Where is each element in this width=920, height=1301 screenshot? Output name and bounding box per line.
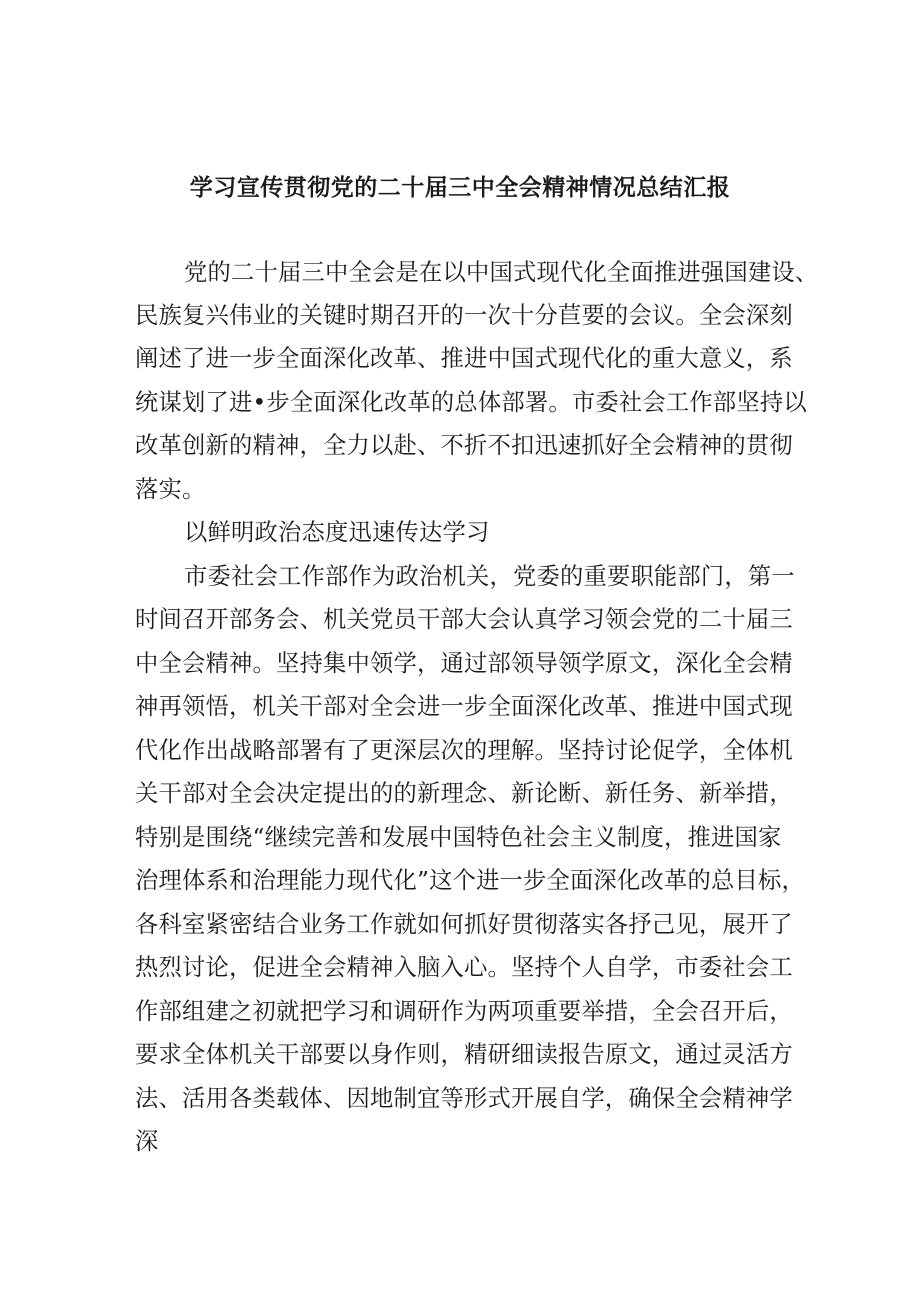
text-line: 深 [135, 1128, 159, 1155]
text-line: 热烈讨论，促进全会精神入脑入心。坚持个人自学，市委社会工 [135, 954, 793, 981]
text-line: 要求全体机关干部要以身作则，精研细读报告原文，通过灵活方 [135, 1041, 793, 1068]
text-line: 作部组建之初就把学习和调研作为两项重要举措，全会召开后， [135, 998, 793, 1025]
text-line: 中全会精神。坚持集中领学，通过部领导领学原文，深化全会精 [135, 650, 793, 677]
text-line: 时间召开部务会、机关党员干部大会认真学习领会党的二十届三 [135, 606, 793, 633]
text-line: 神再领悟，机关干部对全会进一步全面深化改革、推进中国式现 [135, 693, 793, 720]
text-line: 治理体系和治理能力现代化”这个进一步全面深化改革的总目标， [135, 867, 806, 894]
text-line: 市委社会工作部作为政治机关，党委的重要职能部门，第一 [184, 563, 795, 590]
text-line: 各科室紧密结合业务工作就如何抓好贯彻落实各抒己见，展开了 [135, 911, 793, 938]
text-line: 落实。 [135, 476, 206, 503]
section-heading: 以鲜明政治态度迅速传达学习 [184, 519, 490, 546]
document-title: 学习宣传贯彻党的二十届三中全会精神情况总结汇报 [189, 175, 731, 201]
text-line: 阐述了进一步全面深化改革、推进中国式现代化的重大意义，系 [135, 345, 793, 372]
text-line: 代化作出战略部署有了更深层次的理解。坚持讨论促学，全体机 [135, 737, 793, 764]
text-line: 特别是围绕“继续完善和发展中国特色社会主义制度，推进国家 [135, 824, 782, 851]
text-line: 统谋划了进•步全面深化改革的总体部署。市委社会工作部坚持以 [135, 389, 807, 416]
text-line: 民族复兴伟业的关键时期召开的一次十分苣要的会议。全会深刻 [135, 302, 793, 329]
text-line: 法、活用各类载体、因地制宜等形式开展自学，确保全会精神学 [135, 1085, 793, 1112]
text-line: 关干部对全会决定提出的的新理念、新论断、新任务、新举措， [135, 780, 793, 807]
text-line: 党的二十届三中全会是在以中国式现代化全面推进强国建设、 [184, 259, 819, 286]
text-line: 改革创新的精神，全力以赴、不折不扣迅速抓好全会精神的贯彻 [135, 432, 793, 459]
